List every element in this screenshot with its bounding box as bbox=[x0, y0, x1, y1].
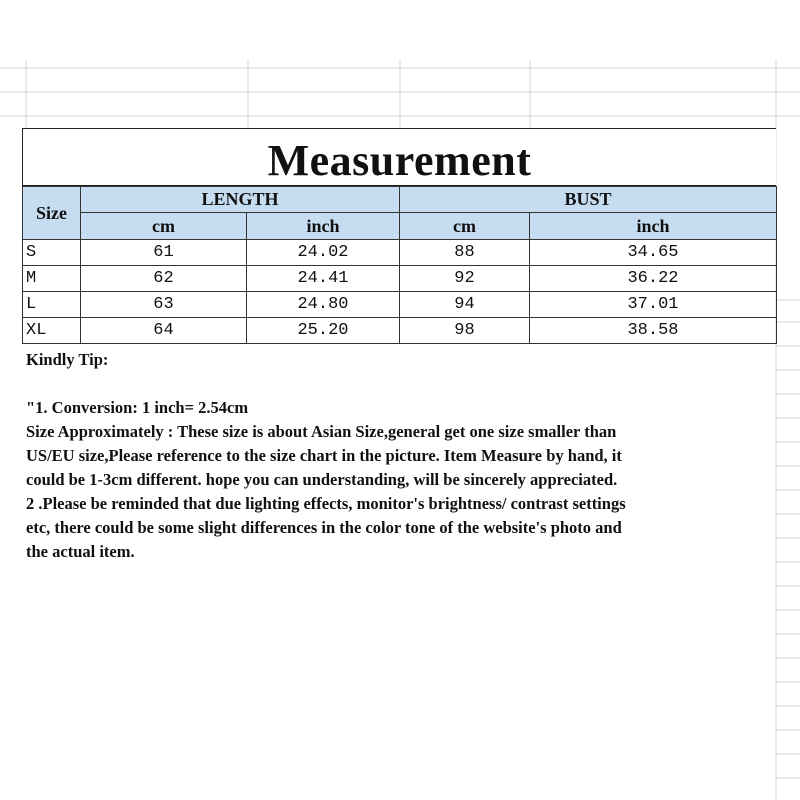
tip-line: US/EU size,Please reference to the size chart in the picture. Item Measure by hand, it bbox=[26, 446, 622, 465]
size-column-header: Size bbox=[23, 187, 81, 240]
length-inch-cell: 25.20 bbox=[247, 318, 400, 344]
table-unit-row bbox=[23, 213, 777, 240]
length-cm-header: cm bbox=[81, 213, 247, 240]
bust-group-header: BUST bbox=[400, 187, 777, 213]
size-cell: XL bbox=[23, 318, 81, 344]
bust-cm-cell: 92 bbox=[400, 266, 530, 292]
tip-line: the actual item. bbox=[26, 542, 135, 561]
bust-cm-cell: 94 bbox=[400, 292, 530, 318]
bust-cm-cell: 98 bbox=[400, 318, 530, 344]
table-row bbox=[23, 318, 777, 344]
length-inch-cell: 24.02 bbox=[247, 240, 400, 266]
bust-cm-header: cm bbox=[400, 213, 530, 240]
kindly-tip-section bbox=[26, 348, 766, 564]
page-title: Measurement bbox=[267, 136, 532, 185]
table-row bbox=[23, 266, 777, 292]
bust-inch-cell: 34.65 bbox=[530, 240, 777, 266]
bust-inch-cell: 37.01 bbox=[530, 292, 777, 318]
bust-inch-header: inch bbox=[530, 213, 777, 240]
tip-line: "1. Conversion: 1 inch= 2.54cm bbox=[26, 398, 249, 417]
length-cm-cell: 61 bbox=[81, 240, 247, 266]
tip-line: etc, there could be some slight differences in the color tone of the website's photo and bbox=[26, 518, 622, 537]
length-inch-header: inch bbox=[247, 213, 400, 240]
length-cm-cell: 63 bbox=[81, 292, 247, 318]
length-inch-cell: 24.41 bbox=[247, 266, 400, 292]
bust-inch-cell: 36.22 bbox=[530, 266, 777, 292]
length-inch-cell: 24.80 bbox=[247, 292, 400, 318]
table-row bbox=[23, 292, 777, 318]
tip-line: 2 .Please be reminded that due lighting effects, monitor's brightness/ contrast settings bbox=[26, 494, 626, 513]
measurement-table bbox=[22, 186, 777, 344]
size-cell: S bbox=[23, 240, 81, 266]
size-cell: L bbox=[23, 292, 81, 318]
bust-cm-cell: 88 bbox=[400, 240, 530, 266]
table-row bbox=[23, 240, 777, 266]
table-header-row bbox=[23, 187, 777, 213]
tip-line: Size Approximately : These size is about Asian Size,general get one size smaller than bbox=[26, 422, 617, 441]
length-cm-cell: 64 bbox=[81, 318, 247, 344]
length-group-header: LENGTH bbox=[81, 187, 400, 213]
tip-line: could be 1-3cm different. hope you can understanding, will be sincerely appreciated. bbox=[26, 470, 618, 489]
tip-heading: Kindly Tip: bbox=[26, 350, 109, 369]
size-cell: M bbox=[23, 266, 81, 292]
length-cm-cell: 62 bbox=[81, 266, 247, 292]
title-banner bbox=[22, 128, 776, 186]
bust-inch-cell: 38.58 bbox=[530, 318, 777, 344]
